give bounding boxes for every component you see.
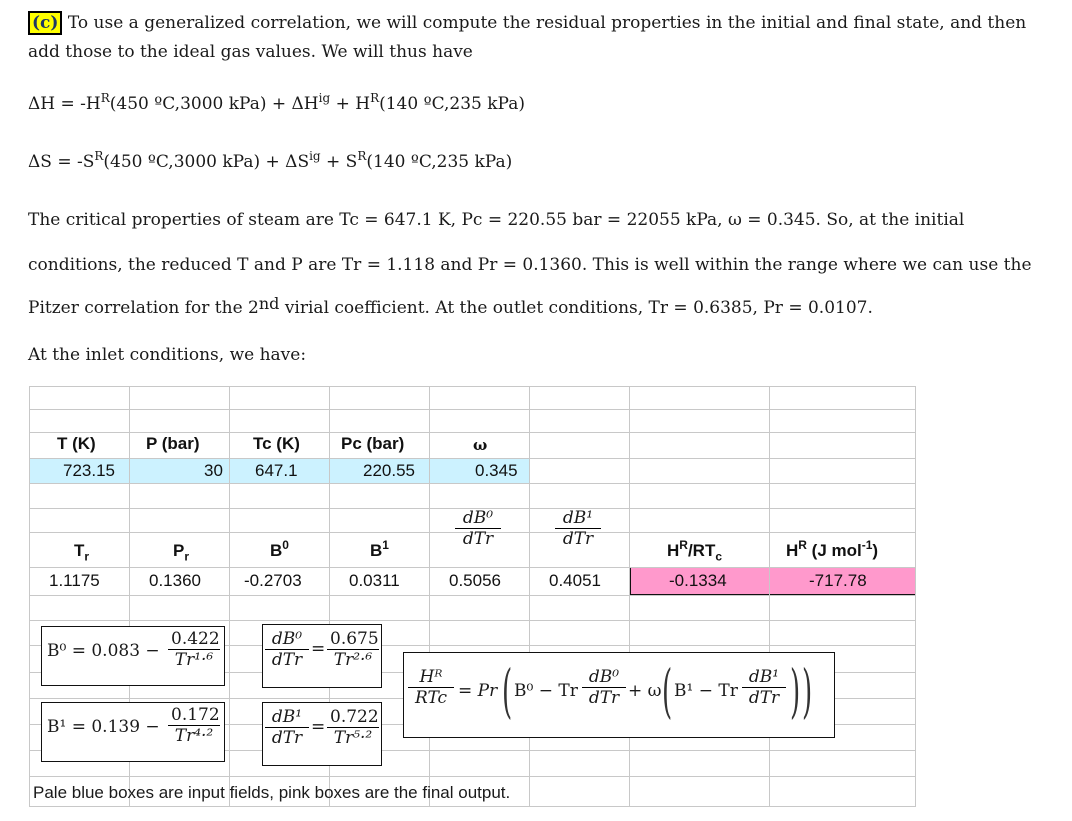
header-pc: Pc (bar) (341, 434, 405, 453)
input-p[interactable]: 30 (204, 461, 223, 480)
value-tr: 1.1175 (49, 571, 100, 590)
inlet-conditions-line: At the inlet conditions, we have: (28, 345, 307, 365)
part-tag: (c) (28, 11, 62, 35)
b1-formula-fraction: $\frac{0.172}{\text{Tr⁴·²}}$ (168, 705, 220, 746)
entropy-equation: $\Delta S = -S^R(450$ ºC,3000 $kPa) + \Delta S^{ig} + S^R(140$ ºC,235 kPa) (28, 149, 513, 172)
value-b0: -0.2703 (244, 571, 302, 590)
output-hr-rtc: -0.1334 (669, 571, 727, 590)
header-p: P (bar) (146, 434, 200, 453)
header-tr: $T_r$ (74, 541, 90, 564)
value-db0-dtr: 0.5056 (449, 571, 501, 590)
header-tc: Tc (K) (253, 434, 300, 453)
db1-formula-box: dB¹ dTr = $\frac{0.722}{\text{Tr⁵·²}}$ (262, 702, 382, 766)
b0-formula-box: B⁰ = 0.083 − $\frac{0.422}{\text{Tr¹·⁶}}$ (41, 626, 225, 686)
db0-formula-box: dB⁰ dTr = $\frac{0.675}{\text{Tr²·⁶}}$ (262, 624, 382, 688)
input-pc[interactable]: 220.55 (363, 461, 415, 480)
header-b1: $B^1$ (370, 538, 389, 560)
header-omega: ω (473, 436, 488, 454)
input-tc[interactable]: 647.1 (255, 461, 298, 480)
header-hr: $H^R$ (J mol$^{-1}$) (786, 538, 879, 560)
header-db1-dtr: dB¹ dTr (555, 508, 601, 549)
b0-formula-fraction: $\frac{0.422}{\text{Tr¹·⁶}}$ (168, 629, 220, 670)
intro-line-1: (c) To use a generalized correlation, we will compute the residual properties in the initial and final state, and then (28, 13, 1026, 33)
header-b0: $B^0$ (270, 538, 289, 560)
output-hr: -717.78 (809, 571, 867, 590)
intro-line-2: add those to the ideal gas values. We will thus have (28, 42, 473, 62)
header-t: T (K) (57, 434, 96, 453)
reduced-properties-line: conditions, the reduced T and P are Tr = 1.118 and Pr = 0.1360. This is well within the range where we can use the (28, 255, 1032, 275)
spreadsheet (29, 386, 916, 807)
enthalpy-equation: $\Delta H = -H^R(450$ ºC,3000 $kPa) + \Delta H^{ig} + H^R(140$ ºC,235 kPa) (28, 91, 525, 114)
header-db0-dtr: dB⁰ dTr (455, 508, 501, 549)
legend-note: Pale blue boxes are input fields, pink boxes are the final output. (33, 783, 511, 802)
input-t[interactable]: 723.15 (63, 461, 115, 480)
value-pr: 0.1360 (149, 571, 201, 590)
input-omega[interactable]: 0.345 (475, 461, 518, 480)
b1-formula-box: B¹ = 0.139 − $\frac{0.172}{\text{Tr⁴·²}}$ (41, 702, 225, 762)
header-pr: $P_r$ (173, 541, 190, 564)
pitzer-line: Pitzer correlation for the 2nd virial coefficient. At the outlet conditions, Tr = 0.6385, Pr = 0.0107. (28, 294, 873, 318)
header-hr-rtc: $H^R/RT_c$ (667, 538, 723, 564)
critical-properties-line: The critical properties of steam are Tc = 647.1 K, Pc = 220.55 bar = 22055 kPa, ω = 0.345. So, at the initial (28, 210, 965, 230)
hr-formula-box: Hᴿ RTc = Pr ( B⁰ − Tr dB⁰ dTr + ω ( B¹ − Tr dB¹ dTr ) ) (403, 652, 835, 738)
value-b1: 0.0311 (349, 571, 400, 590)
value-db1-dtr: 0.4051 (549, 571, 601, 590)
